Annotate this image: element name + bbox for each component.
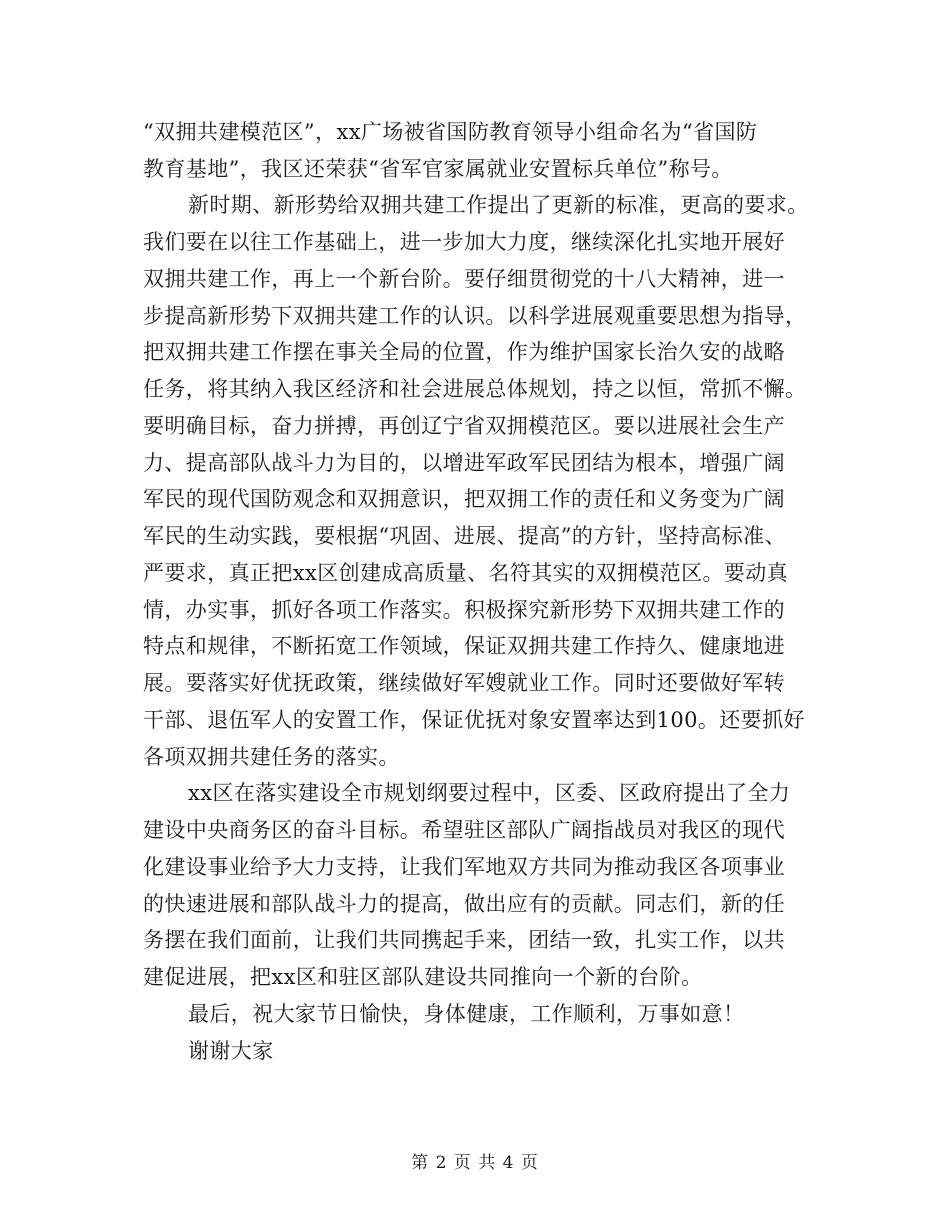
- text-line: 严要求，真正把xx区创建成高质量、名符其实的双拥模范区。要动真: [143, 561, 789, 585]
- text-line: 展。要落实好优抚政策，继续做好军嫂就业工作。同时还要做好军转: [143, 671, 785, 695]
- text-line: “双拥共建模范区”，xx广场被省国防教育领导小组命名为“省国防: [143, 120, 758, 144]
- text-line: 任务，将其纳入我区经济和社会进展总体规划，持之以恒，常抓不懈。: [143, 377, 807, 401]
- text-line: 我们要在以往工作基础上，进一步加大力度，继续深化扎实地开展好: [143, 230, 785, 254]
- text-line: 教育基地”，我区还荣获“省军官家属就业安置标兵单位”称号。: [143, 157, 733, 181]
- text-line: 把双拥共建工作摆在事关全局的位置，作为维护国家长治久安的战略: [143, 340, 785, 364]
- text-line: 干部、退伍军人的安置工作，保证优抚对象安置率达到100。还要抓好: [143, 708, 805, 732]
- text-line: 务摆在我们面前，让我们共同携起手来，团结一致，扎实工作，以共: [143, 928, 785, 952]
- text-line: 军民的现代国防观念和双拥意识，把双拥工作的责任和义务变为广阔: [143, 487, 785, 511]
- page-number-footer: 第 2 页 共 4 页: [411, 1153, 539, 1173]
- text-line: 力、提高部队战斗力为目的，以增进军政军民团结为根本，增强广阔: [143, 451, 785, 475]
- text-line: 要明确目标，奋力拼搏，再创辽宁省双拥模范区。要以进展社会生产: [143, 414, 785, 438]
- text-line: 军民的生动实践，要根据“巩固、进展、提高”的方针，坚持高标准、: [143, 524, 786, 548]
- text-line: 各项双拥共建任务的落实。: [143, 745, 400, 769]
- thanks-line: 谢谢大家: [188, 1039, 274, 1063]
- text-line: 建促进展，把xx区和驻区部队建设共同推向一个新的台阶。: [143, 965, 703, 989]
- text-line: 步提高新形势下双拥共建工作的认识。以科学进展观重要思想为指导，: [143, 304, 807, 328]
- paragraph-start-line: 新时期、新形势给双拥共建工作提出了更新的标准，更高的要求。: [188, 193, 809, 217]
- closing-wishes-line: 最后，祝大家节日愉快，身体健康，工作顺利，万事如意！: [188, 1002, 745, 1026]
- paragraph-start-line: xx区在落实建设全市规划纲要过程中，区委、区政府提出了全力: [188, 781, 791, 805]
- text-line: 化建设事业给予大力支持，让我们军地双方共同为推动我区各项事业: [143, 855, 785, 879]
- text-line: 的快速进展和部队战斗力的提高，做出应有的贡献。同志们，新的任: [143, 892, 785, 916]
- text-line: 情，办实事，抓好各项工作落实。积极探究新形势下双拥共建工作的: [143, 598, 785, 622]
- text-line: 特点和规律，不断拓宽工作领域，保证双拥共建工作持久、健康地进: [143, 634, 785, 658]
- text-line: 建设中央商务区的奋斗目标。希望驻区部队广阔指战员对我区的现代: [143, 818, 785, 842]
- text-line: 双拥共建工作，再上一个新台阶。要仔细贯彻党的十八大精神，进一: [143, 267, 785, 291]
